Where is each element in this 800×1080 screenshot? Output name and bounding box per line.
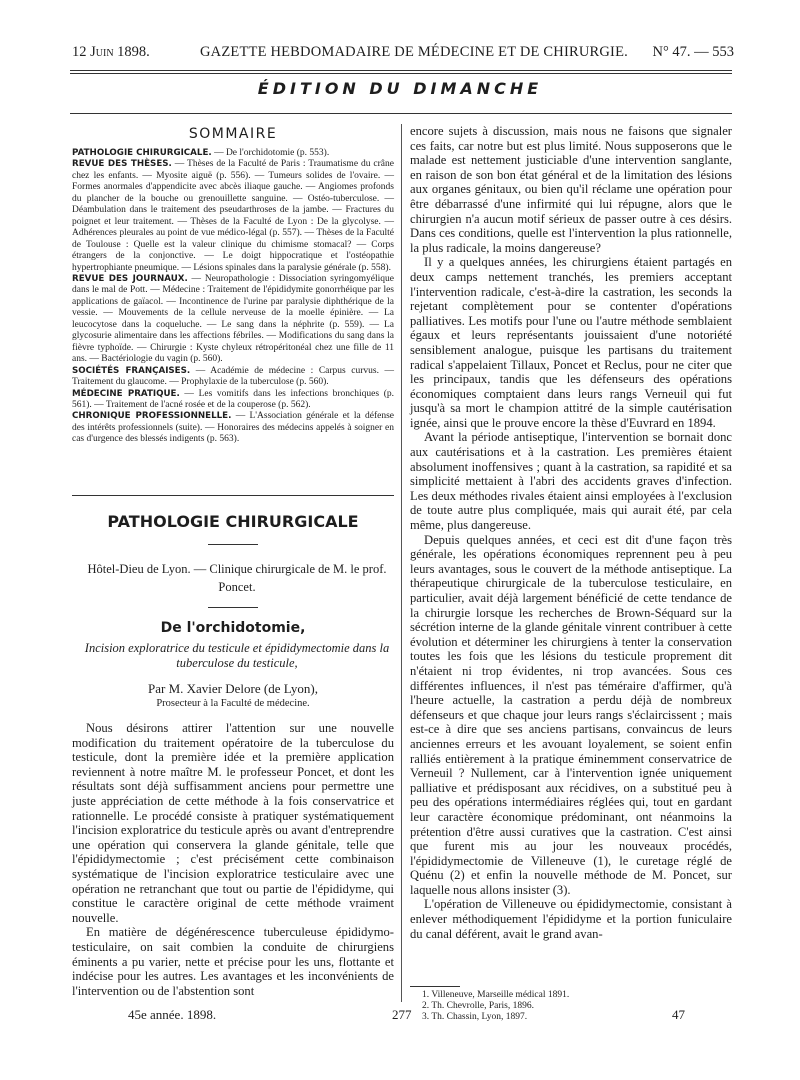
header-journal: GAZETTE HEBDOMADAIRE DE MÉDECINE ET DE CHIRURGIE. <box>200 44 628 60</box>
clinic-line: Hôtel-Dieu de Lyon. — Clinique chirurgicale de M. le prof. Poncet. <box>87 562 387 594</box>
header-rule-2 <box>70 73 732 74</box>
article-subtitle: Incision exploratrice du testicule et épididymectomie dans la tuberculose du testicule, <box>84 641 390 670</box>
paragraph: Depuis quelques années, et ceci est dit d'une façon très générale, les opérations économiques reprennent peu à peu leurs avantages, sous le couvert de la méthode antiseptique. La thérapeutique chirurgicale de la tuberculose testiculaire, en particulier, avait déjà largement bénéficié de cette tendance de la chirurgie lorsque les recherches de Brown-Séquard sur la sécrétion interne de la glande génitale vinrent contribuer à cette évolution et déterminer les chirurgiens à tenter la conservation toutes les fois que les lésions du testicule proprement dit n'étaient ni trop évidentes, ni trop avancées. Sous ces différentes influences, il n'est pas téméraire d'affirmer, qu'à l'heure actuelle, la castration a perdu déjà de nombreux défenseurs et que chaque jour leurs rangs s'éclaircissent ; mais est-ce à dire que ses anciens partisans, convaincus de leurs anciennes erreurs et les avouant loyalement, se soient enfin ralliés entièrement à la pratique éminemment conservatrice de Verneuil ? Nullement, car à l'intervention ignée uniquement palliative et prédisposant aux récidives, on a substitué peu à peu des opérations intermédiaires réglées qui, tout en gardant leur caractère économique prédominant, ont néanmoins la prétention d'être aussi curatives que la castration. C'est ainsi que furent mis au jour les nouveaux procédés, l'épididymectomie de Villeneuve (1), le curetage réglé de Quénu (2) et enfin la nouvelle méthode de M. Poncet, sur laquelle nous allons insister (3). <box>410 532 732 897</box>
footer-year: 45e année. 1898. <box>128 1007 217 1022</box>
paragraph: L'opération de Villeneuve ou épididymectomie, consistant à enlever méthodiquement l'épididyme et la portion funiculaire du canal déférent, avait le grand avan- <box>410 897 732 941</box>
clinic-rule <box>208 607 258 608</box>
article-author: Par M. Xavier Delore (de Lyon), <box>147 681 319 696</box>
footer-sheet: 47 <box>672 1007 685 1022</box>
header-rule-1 <box>70 70 732 71</box>
paragraph: Nous désirons attirer l'attention sur une nouvelle modification du traitement opératoire de la tuberculose du testicule, dont la première idée et la première application reviennent à notre maître M. le professeur Poncet, et dont les résultats sont déjà suffisamment anciens pour permettre une juste appréciation de cette méthode à la fois conservatrice et rationnelle. Le procédé consiste à pratiquer systématiquement l'incision exploratrice du testicule après ou avant d'entreprendre une opération qui conservera la glande génitale, telle que l'épididymectomie ; c'est précisément cette combinaison systématique de l'incision exploratrice testiculaire avec une opération ne retranchant que tout ou partie de l'épididyme, qui constitue le caractère original de cette méthode vraiment nouvelle. <box>72 721 394 925</box>
footnote-rule <box>410 986 460 987</box>
footnote: 1. Villeneuve, Marseille médical 1891. <box>422 990 570 1000</box>
footer-page: 277 <box>392 1007 412 1022</box>
running-header <box>62 44 734 64</box>
header-date: 12 Juin 1898. <box>72 44 150 60</box>
left-column-text <box>72 721 394 998</box>
paragraph: Il y a quelques années, les chirurgiens étaient partagés en deux camps nettement tranchés, les premiers acceptant l'intervention radicale, c'est-à-dire la castration, les seconds la rejetant complètement pour se contenter d'opérations palliatives. Les motifs pour l'une ou l'autre méthode semblaient égaux et leurs représentants jouissaient d'une notoriété sensiblement analogue, puisque les partisans du traitement radical s'appelaient Tillaux, Poncet et Reclus, pour ne citer que les principaux, tandis que les défenseurs des opérations économiques comptaient dans leurs rangs Verneuil qui fut jusqu'à sa mort le champion attitré de la simple cautérisation ignée, ainsi que le prouve encore la thèse d'Euvrard en 1894. <box>410 255 732 430</box>
sommaire-entry: PATHOLOGIE CHIRURGICALE. — De l'orchidotomie (p. 553). <box>72 148 330 158</box>
sommaire-list <box>72 148 394 446</box>
edition-title: ÉDITION DU DIMANCHE <box>257 79 543 98</box>
sommaire-title: SOMMAIRE <box>188 126 278 142</box>
right-column-text <box>410 124 732 941</box>
author-role: Prosecteur à la Faculté de médecine. <box>156 698 310 709</box>
paragraph: En matière de dégénérescence tuberculeuse épididymo-testiculaire, on sait combien la conduite de chirurgiens éminents a pu varier, nette et précise pour les uns, flottante et indécise pour les autres. Les avantages et les inconvénients de l'intervention ou de l'abstention sont <box>72 925 394 998</box>
sommaire-entry: SOCIÉTÉS FRANÇAISES. — Académie de médecine : Carpus curvus. — Traitement du glaucome. — Prophylaxie de la tuberculose (p. 560). <box>72 365 394 388</box>
paragraph: encore sujets à discussion, mais nous ne faisons que signaler ces faits, car notre but est plus limité. Nous supposerons que le malade est nettement justiciable d'une intervention sanglante, en raison de son bon état général et de la limitation des lésions aux organes génitaux, ou bien qu'il réclame une opération pour être débarrassé d'une infirmité qui lui répugne, alors que le chirurgien n'a aucun motif sérieux de passer outre à ces désirs. Dans ces conditions, quelle est l'intervention la plus rationnelle, la plus radicale, la moins dangereuse? <box>410 124 732 255</box>
footnote: 3. Th. Chassin, Lyon, 1897. <box>422 1012 528 1022</box>
section-rule <box>208 544 258 545</box>
edition-rule <box>70 113 732 114</box>
sommaire-entry: REVUE DES THÈSES. — Thèses de la Faculté de Paris : Traumatisme du crâne chez les enfants. — Myosite aiguë (p. 556). — Tumeurs solides de l'ovaire. — Formes anormales d'appendicite avec abcès iliaque gauche. — Angiomes profonds du plancher de la bouche ou grenouillette sanguine. — Ostéo-tuberculose. — Déambulation dans le traitement des pseudarthroses de la jambe. — Fractures du poignet et leur traitement. — Thèses de la Faculté de Lyon : De la glycolyse. — Adhérences pleurales au point de vue médico-légal (p. 557). — Thèses de la Faculté de Toulouse : Quelle est la valeur clinique du chimisme stomacal? — Corps étrangers de la conjonctive. — Le doigt hippocratique et l'ostéopathie hypertrophiante pneumique. — Lésions spinales dans la paralysie générale (p. 558). <box>72 159 394 273</box>
footnote: 2. Th. Chevrolle, Paris, 1896. <box>422 1001 534 1011</box>
section-title: PATHOLOGIE CHIRURGICALE <box>107 512 359 531</box>
header-number: N° 47. — 553 <box>652 44 734 60</box>
sommaire-entry: REVUE DES JOURNAUX. — Neuropathologie : Dissociation syringomyélique dans le mal de Pott. — Médecine : Traitement de l'épididymite gonorrhéique par les applications de gaïacol. — Incontinence de l'urine par paralysie diphthérique de la vessie. — Mouvements de la cellule nerveuse de la moelle épinière. — La leucocytose dans la coqueluche. — Le sang dans la néphrite (p. 559). — La glycosurie alimentaire dans les affections fébriles. — Modifications du sang dans la fièvre typhoïde. — Chirurgie : Kyste chyleux rétropéritonéal chez une fille de 11 ans. — Bactériologie du vagin (p. 560). <box>72 273 394 365</box>
sommaire-entry: MÉDECINE PRATIQUE. — Les vomitifs dans les infections bronchiques (p. 561). — Traitement de l'acné rosée et de la couperose (p. 562). <box>72 388 394 410</box>
sommaire-entry: CHRONIQUE PROFESSIONNELLE. — L'Association générale et la défense des intérêts professionnels (suite). — Honoraires des médecins appelés à soigner en cas d'urgence des blessés indigents (p. 563). <box>72 411 394 445</box>
column-divider <box>401 124 402 1002</box>
paragraph: Avant la période antiseptique, l'intervention se bornait donc aux cautérisations et à la castration. Les premières étaient absolument inoffensives ; quant à la castration, sa rapidité et sa simplicité mettaient à l'abri des accidents graves d'infection. Les deux méthodes rivales étaient ainsi employées à l'exclusion de toute autre plus compliquée, mais qui aurait été, par cela même, plus dangereuse. <box>410 430 732 533</box>
sommaire-rule <box>72 495 394 496</box>
article-title: De l'orchidotomie, <box>160 620 306 636</box>
